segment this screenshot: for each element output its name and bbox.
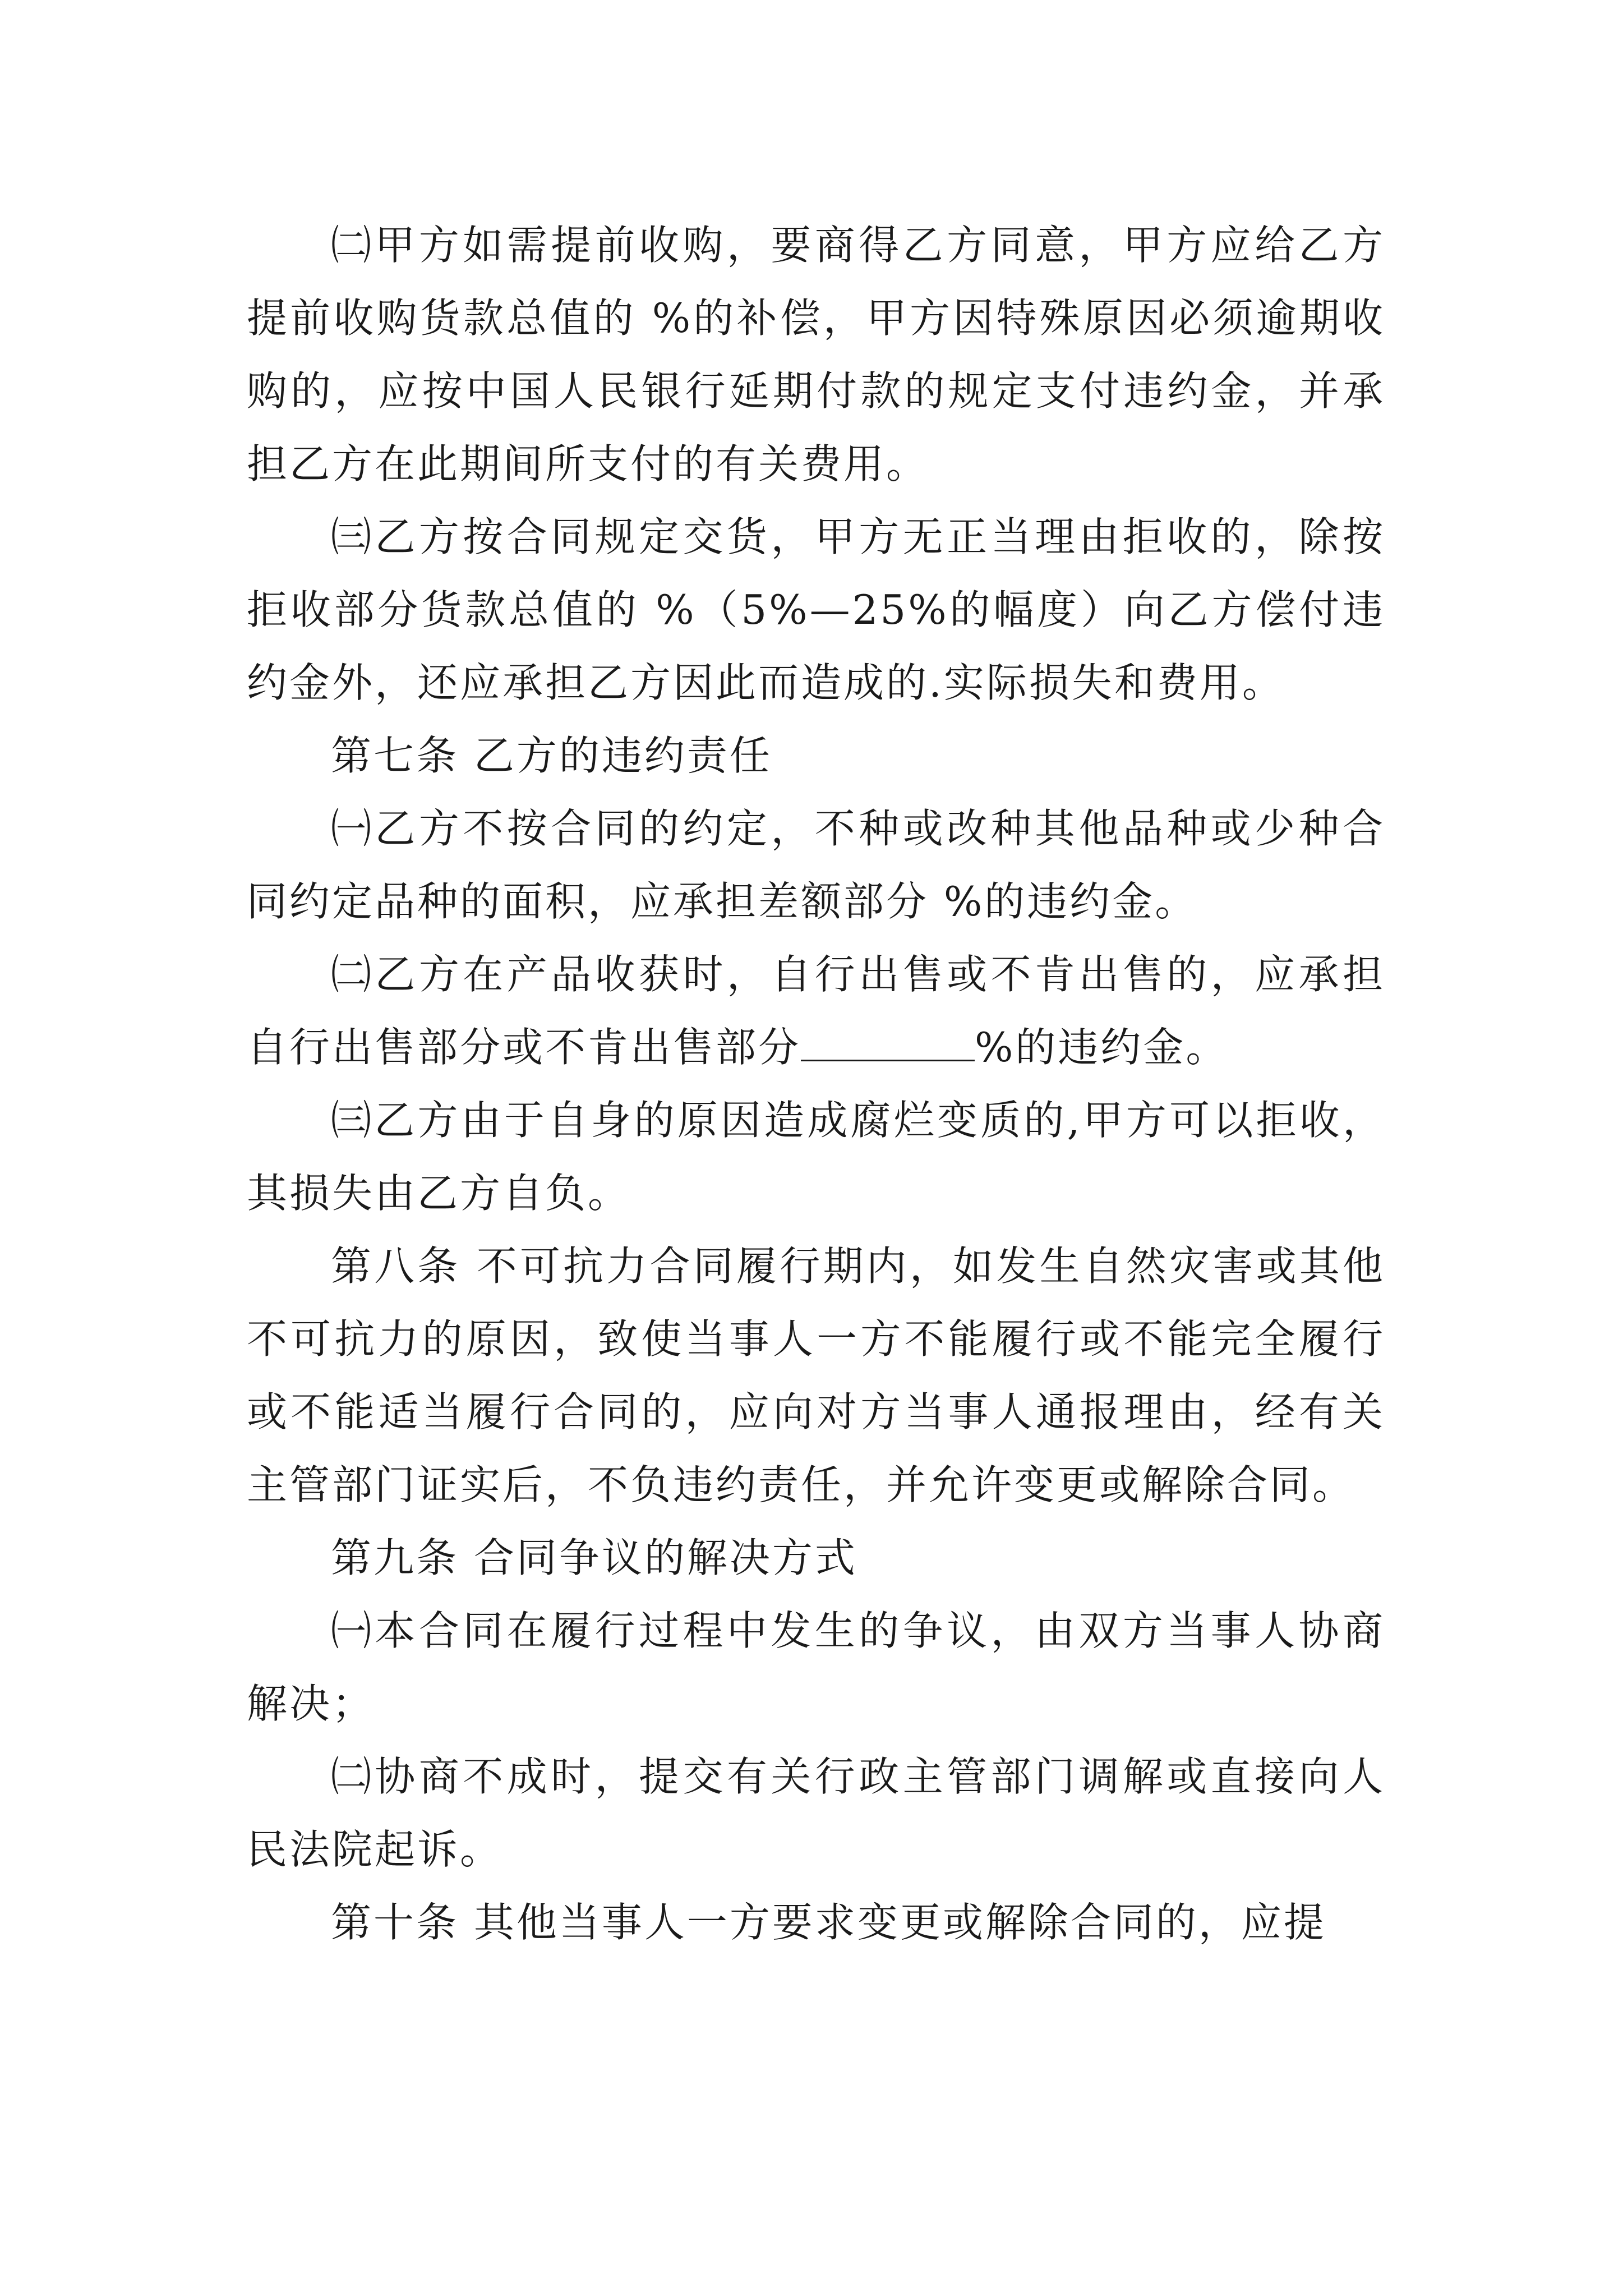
- article-10-other: 第十条 其他当事人一方要求变更或解除合同的，应提: [331, 1899, 1326, 1946]
- self-sale-text-after: %的违约金。: [975, 1024, 1229, 1071]
- self-sale-text-before: ㈡乙方在产品收获时，自行出售或不肯出售的，应承担自行出售部分或不肯出售部分: [247, 951, 1385, 1071]
- article-7-heading: 第七条 乙方的违约责任: [331, 732, 772, 779]
- paragraph-planting-breach: ㈠乙方不按合同的约定，不种或改种其他品种或少种合同约定品种的面积，应承担差额部分 %的违约金。: [247, 805, 1385, 925]
- document-body: [247, 209, 1385, 1959]
- paragraph-self-sale-breach: [247, 938, 1385, 1084]
- article-9-heading: 第九条 合同争议的解决方式: [331, 1534, 857, 1581]
- paragraph-negotiation: ㈠本合同在履行过程中发生的争议，由双方当事人协商解决；: [247, 1607, 1385, 1727]
- paragraph-advance-purchase: ㈡甲方如需提前收购，要商得乙方同意，甲方应给乙方提前收购货款总值的 %的补偿，甲方因特殊原因必须逾期收购的，应按中国人民银行延期付款的规定支付违约金，并承担乙方在此期间所支付的有关费用。: [247, 222, 1385, 487]
- paragraph-refusal-of-delivery: ㈢乙方按合同规定交货，甲方无正当理由拒收的，除按拒收部分货款总值的 %（5%—25%的幅度）向乙方偿付违约金外，还应承担乙方因此而造成的.实际损失和费用。: [247, 513, 1385, 706]
- paragraph-mediation-litigation: ㈡协商不成时，提交有关行政主管部门调解或直接向人民法院起诉。: [247, 1753, 1385, 1873]
- article-8-force-majeure: 第八条 不可抗力合同履行期内，如发生自然灾害或其他不可抗力的原因，致使当事人一方不能履行或不能完全履行或不能适当履行合同的，应向对方当事人通报理由，经有关主管部门证实后，不负违约责任，并允许变更或解除合同。: [247, 1243, 1385, 1508]
- percentage-blank: [801, 1026, 975, 1061]
- paragraph-spoilage: ㈢乙方由于自身的原因造成腐烂变质的,甲方可以拒收，其损失由乙方自负。: [247, 1097, 1385, 1217]
